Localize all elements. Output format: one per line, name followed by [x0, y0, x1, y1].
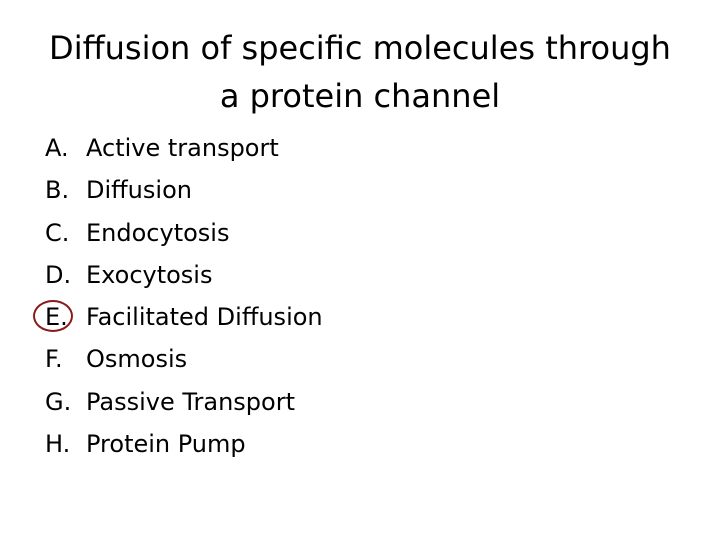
option-letter: H.: [45, 430, 71, 459]
option-h: [45, 423, 323, 465]
option-letter: G.: [45, 387, 72, 416]
option-letter: C.: [45, 218, 70, 247]
option-letter: A.: [45, 134, 69, 162]
question-title: [20, 24, 700, 120]
option-text: Osmosis: [86, 345, 188, 374]
question-title-line-1: Diffusion of specific molecules through: [49, 29, 671, 67]
option-b: [45, 169, 323, 211]
option-text: Diffusion: [86, 176, 192, 205]
option-letter: F.: [45, 345, 63, 374]
option-text: Facilitated Diffusion: [86, 303, 323, 332]
option-letter: E.: [45, 303, 68, 332]
option-text: Passive Transport: [86, 387, 295, 416]
option-d: [45, 254, 323, 296]
option-g: [45, 381, 323, 423]
answer-circle-marker: [33, 300, 73, 332]
option-a: [45, 127, 323, 169]
answer-options-list: [45, 127, 323, 465]
question-title-line-2: a protein channel: [219, 77, 501, 115]
option-c: [45, 212, 323, 254]
option-f: [45, 338, 323, 380]
option-text: Endocytosis: [86, 218, 230, 247]
option-text: Active transport: [86, 134, 279, 162]
option-text: Exocytosis: [86, 260, 213, 289]
option-letter: B.: [45, 176, 70, 205]
option-e: [45, 296, 323, 338]
option-letter: D.: [45, 260, 72, 289]
option-text: Protein Pump: [86, 430, 246, 459]
